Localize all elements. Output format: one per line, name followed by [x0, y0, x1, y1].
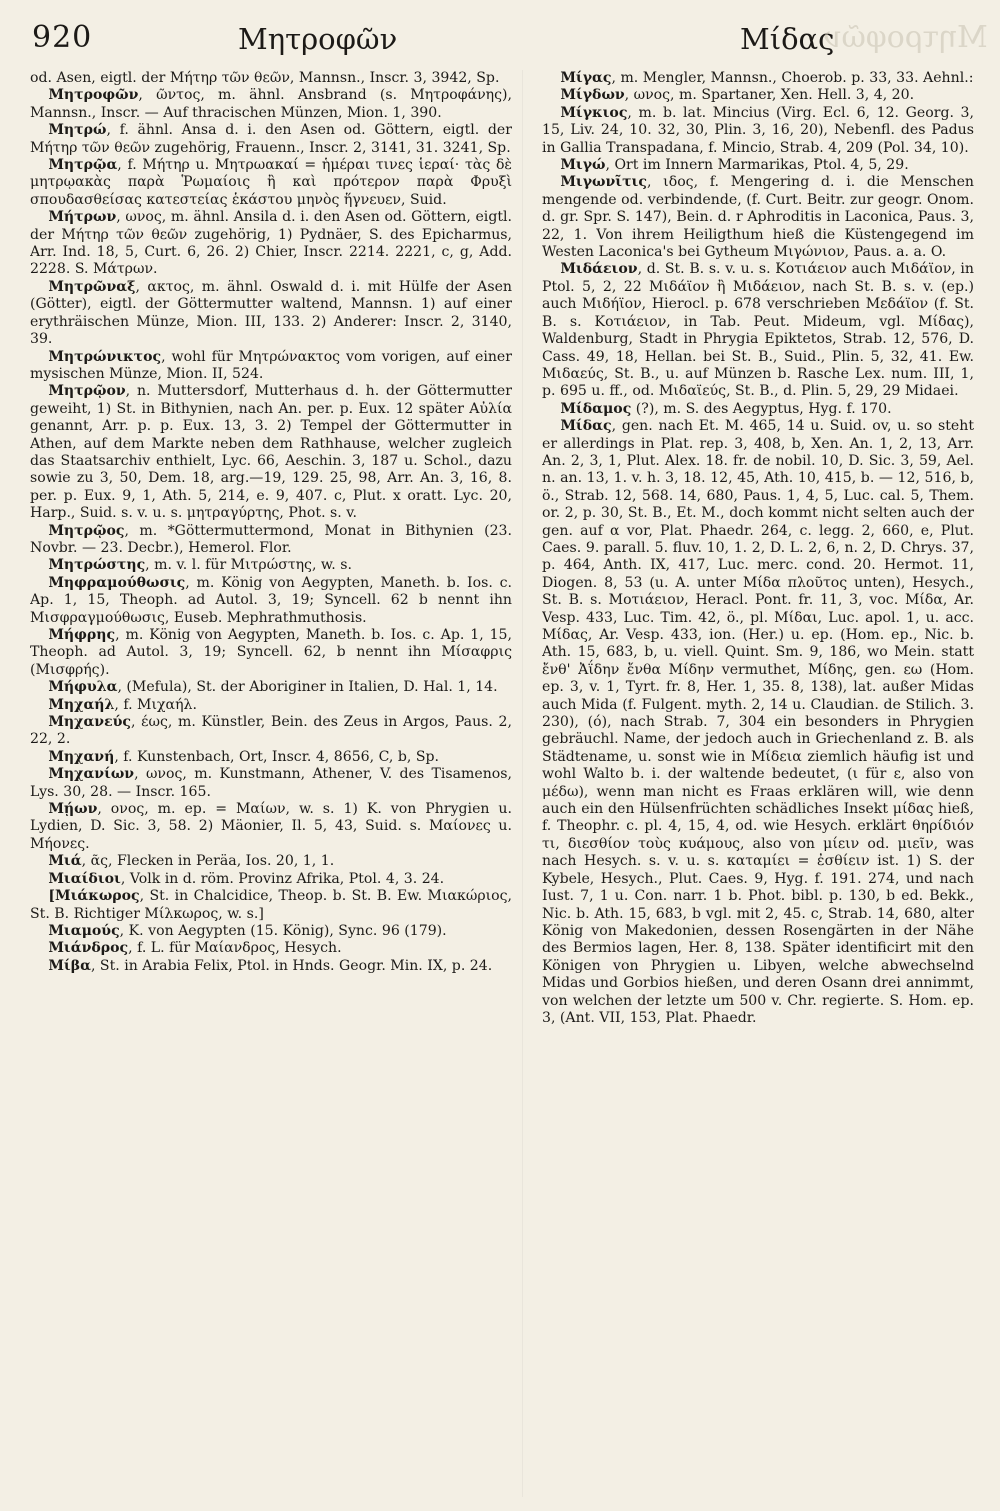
dictionary-entry — [30, 557, 512, 574]
entry-headword: Μηφραμούθωσις — [48, 574, 186, 591]
entry-text: , f. L. für Μαίανδρος, Hesych. — [128, 940, 342, 957]
dictionary-entry — [30, 87, 512, 122]
dictionary-entry — [30, 383, 512, 522]
entry-text: , m. König von Aegypten, Maneth. b. Ios. c. Ap. 1, 15, Theoph. ad Autol. 3, 19; Syncell. 62, b nennt ihn Μίσαφρις (Μισφρής). — [30, 627, 512, 678]
entry-headword: Μίγας — [560, 70, 612, 86]
entry-headword: Μιά — [48, 853, 82, 870]
entry-headword: Μίβα — [48, 957, 91, 974]
entry-text: , wohl für Μητρώνακτος vom vorigen, auf einer mysischen Münze, Mion. II, 524. — [30, 348, 512, 382]
dictionary-entry — [30, 766, 512, 801]
dictionary-entry — [542, 261, 974, 400]
entry-headword: Μηχανίων — [48, 766, 135, 783]
entry-text: , f. Kunstenbach, Ort, Inscr. 4, 8656, C, b, Sp. — [114, 748, 439, 765]
entry-headword: Μιγωνῖτις — [560, 174, 647, 191]
entry-text: , K. von Aegypten (15. König), Sync. 96 (179). — [119, 922, 447, 939]
dictionary-entry — [30, 349, 512, 384]
entry-text: od. Asen, eigtl. der Μήτηρ τῶν θεῶν, Mannsn., Inscr. 3, 3942, Sp. — [30, 70, 500, 86]
entry-headword: Μήτρων — [48, 209, 117, 226]
entry-headword: Μητροφῶν — [48, 87, 139, 104]
dictionary-entry — [542, 70, 974, 87]
entry-text: , ιδος, f. Mengering d. i. die Menschen mengende od. verbindende, (f. Curt. Beitr. zur geogr. Onom. d. gr. Spr. S. 147), Bein. d. r Aphroditis in Laconica, Paus. 3, 22, 1. Von ihrem Heiligthum hieß die Küstengegend im Westen Laconica's bei Gytheum Μιγώνιον, Paus. a. a. O. — [542, 174, 974, 261]
page-number: 920 — [32, 20, 93, 55]
dictionary-entry — [542, 401, 974, 418]
dictionary-entry — [30, 209, 512, 279]
running-title-right: Μίδας — [740, 22, 835, 56]
dictionary-entry — [542, 174, 974, 261]
entry-headword: Μίγδων — [560, 87, 625, 104]
entry-headword: Μηχανεύς — [48, 714, 131, 731]
entry-headword: Μητρῶναξ — [48, 278, 136, 295]
entry-headword: Μητρῷα — [48, 157, 118, 174]
entry-text: , ονος, m. ep. = Μαίων, w. s. 1) K. von Phrygien u. Lydien, D. Sic. 3, 58. 2) Mäonier, Il. 5, 43, Suid. s. Μαίονες u. Μήονες. — [30, 801, 512, 852]
bleed-through-text: Μητροφῶν — [823, 20, 988, 55]
dictionary-entry — [30, 627, 512, 679]
entry-text: , gen. nach Et. M. 465, 14 u. Suid. ov, u. so steht er allerdings in Plat. rep. 3, 408, b, Xen. An. 1, 2, 13, Arr. An. 2, 3, 1, Plut. Alex. 18. fr. de nobil. 10, D. Sic. 3, 59, Ael. n. an. 13, 1. v. h. 3, 18. 12, 45, Ath. 10, 415, b. — 12, 516, b, ö., Strab. 12, 568. 14, 680, Paus. 1, 4, 5, Luc. cal. 5, Them. or. 2, p. 30, St. B., Et. M., doch kommt nicht selten auch der gen. auf α vor, Plat. Phaedr. 264, c. legg. 2, 660, e, Plut. Caes. 9. parall. 5. fluv. 10, 1. 2, D. L. 2, 6, n. 2, D. Chrys. 37, p. 464, Anth. IX, 417, Luc. merc. cond. 20. Hermot. 11, Diogen. 8, 53 (u. A. unter Μίδα πλοῦτος unten), Hesych., St. B. s. Μοτιάειον, Heracl. Pont. fr. 11, 3, voc. Μίδα, Ar. Vesp. 433, Luc. Tim. 42, ö., pl. Μίδαι, Luc. apol. 1, u. acc. Μίδας, Ar. Vesp. 433, ion. (Her.) u. ep. (Hom. ep., Nic. b. Ath. 15, 683, b, u. viell. Quint. Sm. 9, 186, wo Mein. statt ἔνθ' Ἀΐδην ἔνθα Μίδην vermuthet, Μίδης, gen. εω (Hom. ep. 3, v. 1, Tyrt. fr. 8, Her. 1, 35. 8, 138), lat. außer Midas auch Mida (f. Fulgent. myth. 2, 14 u. Claudian. de Stilich. 3. 230), (ό), nach Strab. 7, 304 ein besonders in Phrygien gebräuchl. Name, der jedoch auch in Griechenland z. B. als Städtename, u. sonst wie in Μίδεια ziemlich häufig ist und wohl Walto b. i. der waltende bedeutet, (ι für ε, also von μέδω), wenn man nicht es Fraas erklären will, wie denn auch ein den Hülsenfrüchten schädliches Insekt μίδας hieß, f. Theophr. c. pl. 4, 15, 4, od. wie Hesych. erklärt θηρίδιόν τι, διεσθίον τοὺς κυάμους, also von μίειν od. μιεῖν, was nach Hesych. s. v. u. s. καταμίει = ἐσθίειν ist. 1) S. der Kybele, Hesych., Plut. Caes. 9, Hyg. f. 191. 274, und nach Iust. 7, 1 u. Con. narr. 1 b. Phot. bibl. p. 130, b ed. Bekk., Nic. b. Ath. 15, 683, b vgl. mit 2, 45. c, Strab. 14, 680, alter König von Makedonien, dessen Rosengärten in der Nähe des Bermios lagen, Her. 8, 138. Später identificirt mit den Königen von Phrygien u. Libyen, welche abwechselnd Midas und Gorbios hießen, und deren Osann drei annimmt, von welchen der letzte um 500 v. Chr. regierte. S. Hom. ep. 3, (Ant. VII, 153, Plat. Phaedr. — [542, 418, 974, 1026]
entry-text: , f. ähnl. Ansa d. i. den Asen od. Göttern, eigtl. der Μήτηρ τῶν θεῶν zugehörig, Frauenn., Inscr. 2, 3141, 31. 3241, Sp. — [30, 122, 512, 156]
left-column — [30, 70, 512, 1497]
dictionary-entry — [30, 940, 512, 957]
dictionary-entry — [30, 279, 512, 349]
dictionary-entry — [30, 853, 512, 870]
entry-headword: [Μιάκωρος — [48, 888, 140, 905]
entry-headword: Μητρώ — [48, 122, 107, 139]
entry-text: (?), m. S. des Aegyptus, Hyg. f. 170. — [631, 400, 892, 417]
entry-headword: Μητρώνικτος — [48, 348, 162, 365]
entry-text: , ωνος, m. ähnl. Ansila d. i. den Asen od. Göttern, eigtl. der Μήτηρ τῶν θεῶν zugehörig, 1) Pydnäer, S. des Epicharmus, Arr. Ind. 18, 5, Curt. 6, 26. 2) Chier, Inscr. 2214. 2221, c, g, Add. 2228. S. Μάτρων. — [30, 209, 512, 278]
entry-headword: Μίδας — [560, 418, 612, 435]
dictionary-entry — [542, 418, 974, 1027]
entry-text: , St. in Arabia Felix, Ptol. in Hnds. Geogr. Min. IX, p. 24. — [90, 957, 493, 974]
page-header — [28, 14, 988, 60]
dictionary-entry — [30, 679, 512, 696]
dictionary-entry — [30, 697, 512, 714]
dictionary-entry — [30, 888, 512, 923]
entry-headword: Μιαμούς — [48, 922, 120, 939]
entry-text: , ακτος, m. ähnl. Oswald d. i. mit Hülfe der Asen (Götter), eigtl. der Göttermutter waltend, Mannsn. 1) auf einer erythräischen Münze, Mion. III, 133. 2) Anderer: Inscr. 2, 3140, 39. — [30, 278, 512, 348]
entry-text: , n. Muttersdorf, Mutterhaus d. h. der Göttermutter geweiht, 1) St. in Bithynien, nach An. per. p. Eux. 12 später Αὐλία genannt, Arr. p. p. Eux. 13, 3. 2) Tempel der Göttermutter in Athen, auf dem Markte neben dem Rathhause, welcher zugleich das Staatsarchiv enthielt, Lyc. 66, Aeschin. 3, 187 u. Schol., dazu sowie zu 3, 50, Dem. 18, arg.—19, 129. 25, 98, Arr. An. 3, 16, 8. per. p. Eux. 9, 1, Ath. 5, 214, e. 9, 407. c, Plut. x oratt. Lyc. 20, Harp., Suid. s. v. u. s. μητραγύρτης, Phot. s. v. — [30, 383, 512, 522]
entry-headword: Μηχανή — [48, 748, 115, 765]
entry-headword: Μῄων — [48, 801, 98, 818]
entry-text: , d. St. B. s. v. u. s. Κοτιάειον auch Μιδάϊον, in Ptol. 5, 2, 22 Μιδάϊον ἢ Μιδάειον, nach St. B. s. v. (ep.) auch Μιδήϊον, Hierocl. p. 678 verschrieben Μεδάϊον (f. St. B. s. Κοτιάειον, in Tab. Peut. Mideum, vgl. Μίδας), Waldenburg, Stadt in Phrygia Epiktetos, Strab. 12, 576, D. Cass. 49, 18, Hellan. bei St. B., Suid., Plin. 5, 32, 41. Ew. Μιδαεύς, St. B., u. auf Münzen b. Rasche Lex. num. III, 1, p. 695 u. ff., od. Μιδαϊεύς, St. B., d. Plin. 5, 29, 29 Midaei. — [542, 261, 974, 400]
entry-headword: Μιγώ — [560, 157, 606, 174]
right-column — [542, 70, 974, 1497]
dictionary-entry — [30, 575, 512, 627]
entry-text: , Ort im Innern Marmarikas, Ptol. 4, 5, 29. — [605, 157, 909, 174]
entry-text: , m. v. l. für Μιτρώστης, w. s. — [145, 557, 352, 574]
entry-headword: Μητρώστης — [48, 557, 146, 574]
entry-text: , m. Mengler, Mannsn., Choerob. p. 33, 33. Aehnl.: — [611, 70, 974, 86]
entry-text: , f. Μήτηρ u. Μητρωακαί = ἡμέραι τινες ἱεραί· τὰς δὲ μητρῳακὰς παρὰ Ῥωμαίοις ἢ καὶ πρότερον παρὰ Φρυξὶ σπουδασθείσας κατεστείας ἑκάστου μηνὸς ἥγνευεν, Suid. — [30, 157, 512, 208]
entry-text: , St. in Chalcidice, Theop. b. St. B. Ew. Μιακώριος, St. B. Richtiger Μίλκωρος, w. s.] — [30, 888, 512, 922]
entry-text: , (Mefula), St. der Aboriginer in Italien, D. Hal. 1, 14. — [117, 679, 498, 696]
entry-headword: Μίγκιος — [560, 104, 628, 121]
dictionary-entry — [30, 801, 512, 853]
dictionary-entry — [542, 157, 974, 174]
entry-text: , m. b. lat. Mincius (Virg. Ecl. 6, 12. Georg. 3, 15, Liv. 24, 10. 32, 30, Plin. 3, 16, 20), Nebenfl. des Padus in Gallia Transpadana, f. Mincio, Strab. 4, 209 (Pol. 34, 10). — [542, 104, 974, 156]
dictionary-entry — [30, 749, 512, 766]
dictionary-entry — [30, 70, 512, 87]
entry-headword: Μίδαμος — [560, 400, 632, 417]
entry-text: , ῶντος, m. ähnl. Ansbrand (s. Μητροφάνης), Mannsn., Inscr. — Auf thracischen Münzen, Mion. 1, 390. — [30, 87, 512, 121]
entry-headword: Μήφρης — [48, 627, 116, 643]
dictionary-entry — [30, 923, 512, 940]
running-title-left: Μητροφῶν — [238, 22, 398, 56]
entry-text: , m. *Göttermuttermond, Monat in Bithynien (23. Novbr. — 23. Decbr.), Hemerol. Flor. — [30, 522, 512, 556]
entry-text: , f. Μιχαήλ. — [114, 696, 197, 713]
entry-headword: Μήφυλα — [48, 679, 118, 696]
dictionary-entry — [30, 714, 512, 749]
entry-text: , Volk in d. röm. Provinz Afrika, Ptol. 4, 3. 24. — [120, 870, 445, 887]
entry-text: , ωνος, m. Kunstmann, Athener, V. des Tisamenos, Lys. 30, 28. — Inscr. 165. — [30, 766, 512, 800]
entry-headword: Μιάνδρος — [48, 940, 129, 957]
entry-text: , ωνος, m. Spartaner, Xen. Hell. 3, 4, 20. — [624, 87, 915, 104]
dictionary-entry — [30, 122, 512, 157]
entry-text: , ᾶς, Flecken in Peräa, Ios. 20, 1, 1. — [81, 853, 335, 870]
entry-headword: Μιδάειον — [560, 261, 638, 278]
dictionary-entry — [30, 523, 512, 558]
dictionary-entry — [30, 958, 512, 975]
dictionary-entry — [30, 157, 512, 209]
dictionary-entry — [542, 87, 974, 104]
column-gutter — [522, 70, 523, 1497]
entry-text: , έως, m. Künstler, Bein. des Zeus in Argos, Paus. 2, 22, 2. — [30, 714, 512, 748]
entry-headword: Μητρῷον — [48, 383, 126, 400]
entry-headword: Μητρῷος — [48, 522, 125, 539]
entry-headword: Μηχαήλ — [48, 696, 115, 713]
dictionary-entry — [30, 871, 512, 888]
entry-headword: Μιαίδιοι — [48, 870, 121, 887]
entry-text: , m. König von Aegypten, Maneth. b. Ios. c. Ap. 1, 15, Theoph. ad Autol. 3, 19; Syncell. 62 b nennt ihn Μισφραγμούθωσις, Euseb. Mephrathmuthosis. — [30, 574, 512, 626]
dictionary-entry — [542, 105, 974, 157]
